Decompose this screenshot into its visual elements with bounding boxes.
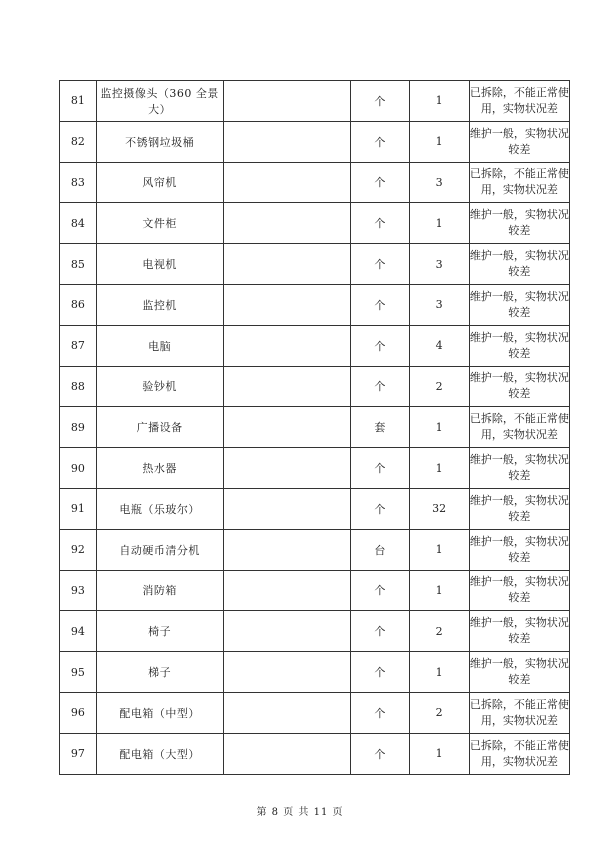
row-index: 85 xyxy=(60,244,97,285)
item-name: 验钞机 xyxy=(96,366,223,407)
item-name: 热水器 xyxy=(96,448,223,489)
row-index: 90 xyxy=(60,448,97,489)
blank-cell xyxy=(223,244,351,285)
condition-note: 维护一般，实物状况较差 xyxy=(469,325,569,366)
row-index: 84 xyxy=(60,203,97,244)
row-index: 88 xyxy=(60,366,97,407)
item-name: 梯子 xyxy=(96,652,223,693)
item-name: 电视机 xyxy=(96,244,223,285)
unit-cell: 个 xyxy=(351,121,409,162)
condition-note: 已拆除，不能正常使用，实物状况差 xyxy=(469,81,569,122)
condition-note: 维护一般，实物状况较差 xyxy=(469,284,569,325)
unit-cell: 个 xyxy=(351,652,409,693)
table-row xyxy=(60,570,570,611)
unit-cell: 个 xyxy=(351,570,409,611)
blank-cell xyxy=(223,611,351,652)
table-row xyxy=(60,325,570,366)
item-name: 消防箱 xyxy=(96,570,223,611)
row-index: 83 xyxy=(60,162,97,203)
item-name: 电瓶（乐玻尔） xyxy=(96,488,223,529)
condition-note: 已拆除，不能正常使用，实物状况差 xyxy=(469,733,569,774)
table-row xyxy=(60,244,570,285)
asset-table xyxy=(59,80,570,775)
row-index: 97 xyxy=(60,733,97,774)
quantity-cell: 32 xyxy=(409,488,469,529)
condition-note: 已拆除，不能正常使用，实物状况差 xyxy=(469,692,569,733)
unit-cell: 个 xyxy=(351,488,409,529)
condition-note: 维护一般，实物状况较差 xyxy=(469,366,569,407)
row-index: 86 xyxy=(60,284,97,325)
unit-cell: 个 xyxy=(351,81,409,122)
table-row xyxy=(60,121,570,162)
table-row xyxy=(60,448,570,489)
item-name: 不锈钢垃圾桶 xyxy=(96,121,223,162)
table-row xyxy=(60,488,570,529)
blank-cell xyxy=(223,448,351,489)
quantity-cell: 1 xyxy=(409,652,469,693)
unit-cell: 个 xyxy=(351,366,409,407)
row-index: 89 xyxy=(60,407,97,448)
table-row xyxy=(60,81,570,122)
quantity-cell: 4 xyxy=(409,325,469,366)
table-row xyxy=(60,611,570,652)
item-name: 风帘机 xyxy=(96,162,223,203)
blank-cell xyxy=(223,121,351,162)
condition-note: 维护一般，实物状况较差 xyxy=(469,121,569,162)
condition-note: 维护一般，实物状况较差 xyxy=(469,570,569,611)
unit-cell: 个 xyxy=(351,611,409,652)
table-row xyxy=(60,407,570,448)
quantity-cell: 1 xyxy=(409,733,469,774)
blank-cell xyxy=(223,203,351,244)
table-row xyxy=(60,162,570,203)
unit-cell: 个 xyxy=(351,325,409,366)
table-row xyxy=(60,733,570,774)
quantity-cell: 1 xyxy=(409,121,469,162)
quantity-cell: 1 xyxy=(409,203,469,244)
table-row xyxy=(60,366,570,407)
blank-cell xyxy=(223,81,351,122)
blank-cell xyxy=(223,733,351,774)
blank-cell xyxy=(223,692,351,733)
blank-cell xyxy=(223,162,351,203)
condition-note: 已拆除，不能正常使用，实物状况差 xyxy=(469,162,569,203)
blank-cell xyxy=(223,407,351,448)
unit-cell: 套 xyxy=(351,407,409,448)
condition-note: 维护一般，实物状况较差 xyxy=(469,611,569,652)
quantity-cell: 2 xyxy=(409,611,469,652)
blank-cell xyxy=(223,652,351,693)
quantity-cell: 3 xyxy=(409,162,469,203)
item-name: 广播设备 xyxy=(96,407,223,448)
item-name: 配电箱（大型） xyxy=(96,733,223,774)
table-row xyxy=(60,203,570,244)
unit-cell: 个 xyxy=(351,203,409,244)
unit-cell: 台 xyxy=(351,529,409,570)
quantity-cell: 2 xyxy=(409,366,469,407)
item-name: 文件柜 xyxy=(96,203,223,244)
page-footer: 第 8 页 共 11 页 xyxy=(256,807,344,818)
blank-cell xyxy=(223,284,351,325)
unit-cell: 个 xyxy=(351,244,409,285)
condition-note: 维护一般，实物状况较差 xyxy=(469,244,569,285)
condition-note: 维护一般，实物状况较差 xyxy=(469,488,569,529)
row-index: 94 xyxy=(60,611,97,652)
table-row xyxy=(60,652,570,693)
condition-note: 维护一般，实物状况较差 xyxy=(469,529,569,570)
row-index: 91 xyxy=(60,488,97,529)
item-name: 监控机 xyxy=(96,284,223,325)
blank-cell xyxy=(223,488,351,529)
condition-note: 维护一般，实物状况较差 xyxy=(469,448,569,489)
quantity-cell: 1 xyxy=(409,570,469,611)
quantity-cell: 1 xyxy=(409,81,469,122)
row-index: 96 xyxy=(60,692,97,733)
table-row xyxy=(60,529,570,570)
unit-cell: 个 xyxy=(351,448,409,489)
table-row xyxy=(60,284,570,325)
table-row xyxy=(60,692,570,733)
row-index: 95 xyxy=(60,652,97,693)
row-index: 92 xyxy=(60,529,97,570)
blank-cell xyxy=(223,325,351,366)
item-name: 监控摄像头（360 全景大） xyxy=(96,81,223,122)
unit-cell: 个 xyxy=(351,692,409,733)
quantity-cell: 3 xyxy=(409,244,469,285)
unit-cell: 个 xyxy=(351,284,409,325)
row-index: 81 xyxy=(60,81,97,122)
unit-cell: 个 xyxy=(351,162,409,203)
unit-cell: 个 xyxy=(351,733,409,774)
condition-note: 维护一般，实物状况较差 xyxy=(469,652,569,693)
blank-cell xyxy=(223,366,351,407)
row-index: 93 xyxy=(60,570,97,611)
asset-table-body xyxy=(60,81,570,775)
condition-note: 维护一般，实物状况较差 xyxy=(469,203,569,244)
row-index: 82 xyxy=(60,121,97,162)
condition-note: 已拆除，不能正常使用，实物状况差 xyxy=(469,407,569,448)
item-name: 配电箱（中型） xyxy=(96,692,223,733)
quantity-cell: 2 xyxy=(409,692,469,733)
blank-cell xyxy=(223,529,351,570)
item-name: 电脑 xyxy=(96,325,223,366)
item-name: 椅子 xyxy=(96,611,223,652)
row-index: 87 xyxy=(60,325,97,366)
quantity-cell: 1 xyxy=(409,407,469,448)
quantity-cell: 1 xyxy=(409,529,469,570)
blank-cell xyxy=(223,570,351,611)
quantity-cell: 1 xyxy=(409,448,469,489)
item-name: 自动硬币清分机 xyxy=(96,529,223,570)
quantity-cell: 3 xyxy=(409,284,469,325)
